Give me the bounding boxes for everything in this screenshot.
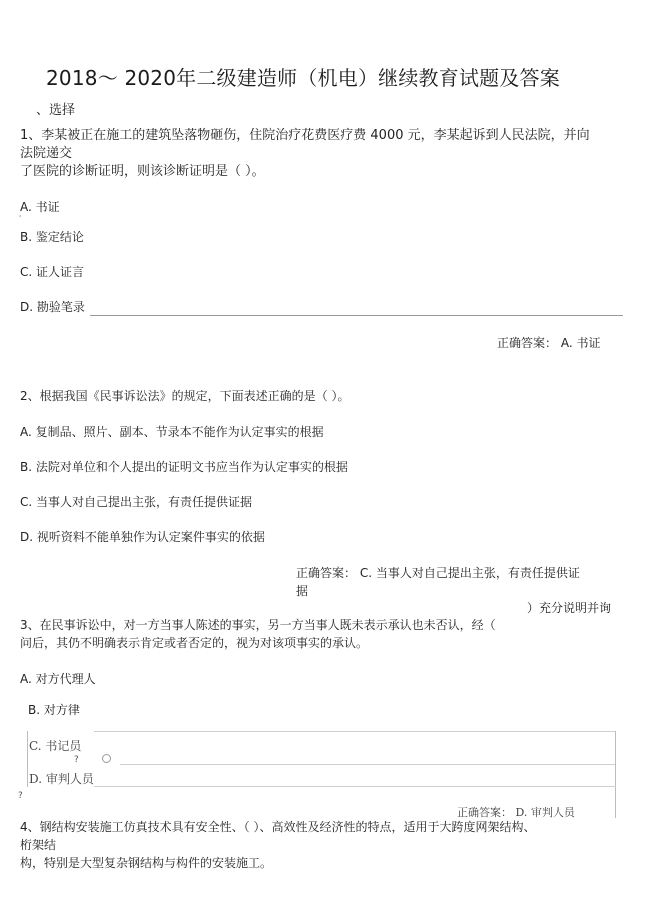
- q1-stem-line-2: 法院递交: [20, 146, 73, 161]
- q1-option-a[interactable]: A. 书证: [20, 200, 60, 214]
- q3-stem-line-1: 3、在民事诉讼中，对一方当事人陈述的事实，另一方当事人既未表示承认也未否认，经（: [20, 618, 496, 632]
- q3-option-c-radio-icon[interactable]: [102, 754, 111, 763]
- q3-form-left-border: [27, 731, 28, 787]
- q2-answer-line-2: 据: [296, 584, 309, 598]
- q1-stray-mark: ': [19, 214, 22, 223]
- q3-answer: 正确答案： D. 审判人员: [457, 806, 575, 819]
- q1-option-b[interactable]: B. 鉴定结论: [20, 230, 84, 244]
- q1-stem-line-1: 1、李某被正在施工的建筑坠落物砸伤，住院治疗花费医疗费 4000 元，李某起诉到人民法院，并向: [20, 128, 590, 143]
- q3-stem-line-2: 问后，其仍不明确表示肯定或者否定的，视为对该项事实的承认。: [20, 636, 369, 650]
- q1-stem-line-3: 了医院的诊断证明，则该诊断证明是（ ）。: [20, 164, 265, 179]
- q1-answer: 正确答案： A. 书证: [497, 336, 601, 350]
- q3-option-c[interactable]: C. 书记员: [29, 739, 82, 753]
- q4-stem-line-1: 4、钢结构安装施工仿真技术具有安全性、（ ）、高效性及经济性的特点，适用于大跨度网架结构、: [20, 820, 536, 834]
- q2-option-c[interactable]: C. 当事人对自己提出主张，有责任提供证据: [20, 495, 253, 509]
- q3-option-d-mark: ?: [18, 791, 23, 801]
- q2-answer-line-1: 正确答案： C. 当事人对自己提出主张，有责任提供证: [296, 566, 580, 580]
- q1-divider: [90, 315, 623, 316]
- q3-option-b[interactable]: B. 对方律: [28, 703, 80, 717]
- document-title: 2018～ 2020年二级建造师（机电）继续教育试题及答案: [46, 66, 560, 90]
- q3-option-a[interactable]: A. 对方代理人: [20, 672, 96, 686]
- q3-form-bottom-line: [94, 786, 616, 787]
- q4-stem-line-2: 桁架结: [20, 838, 57, 852]
- q2-stem: 2、根据我国《民事诉讼法》的规定，下面表述正确的是（ ）。: [20, 389, 350, 403]
- q3-form-right-border: [615, 731, 616, 818]
- q2-option-a[interactable]: A. 复制品、照片、副本、节录本不能作为认定事实的根据: [20, 425, 324, 439]
- q2-option-b[interactable]: B. 法院对单位和个人提出的证明文书应当作为认定事实的根据: [20, 460, 348, 474]
- q1-option-c[interactable]: C. 证人证言: [20, 265, 85, 279]
- q3-form-mid-line: [120, 764, 615, 765]
- q3-stem-overflow: ）充分说明并询: [527, 601, 612, 615]
- q3-option-d[interactable]: D. 审判人员: [29, 772, 94, 786]
- q3-option-c-mark: ?: [74, 755, 79, 765]
- q2-option-d[interactable]: D. 视听资料不能单独作为认定案件事实的依据: [20, 530, 265, 544]
- q1-option-d[interactable]: D. 勘验笔录: [20, 300, 85, 314]
- q3-form-top-line: [94, 731, 616, 732]
- q4-stem-line-3: 构，特别是大型复杂钢结构与构件的安装施工。: [20, 856, 273, 870]
- section-heading: 、选择: [36, 103, 76, 118]
